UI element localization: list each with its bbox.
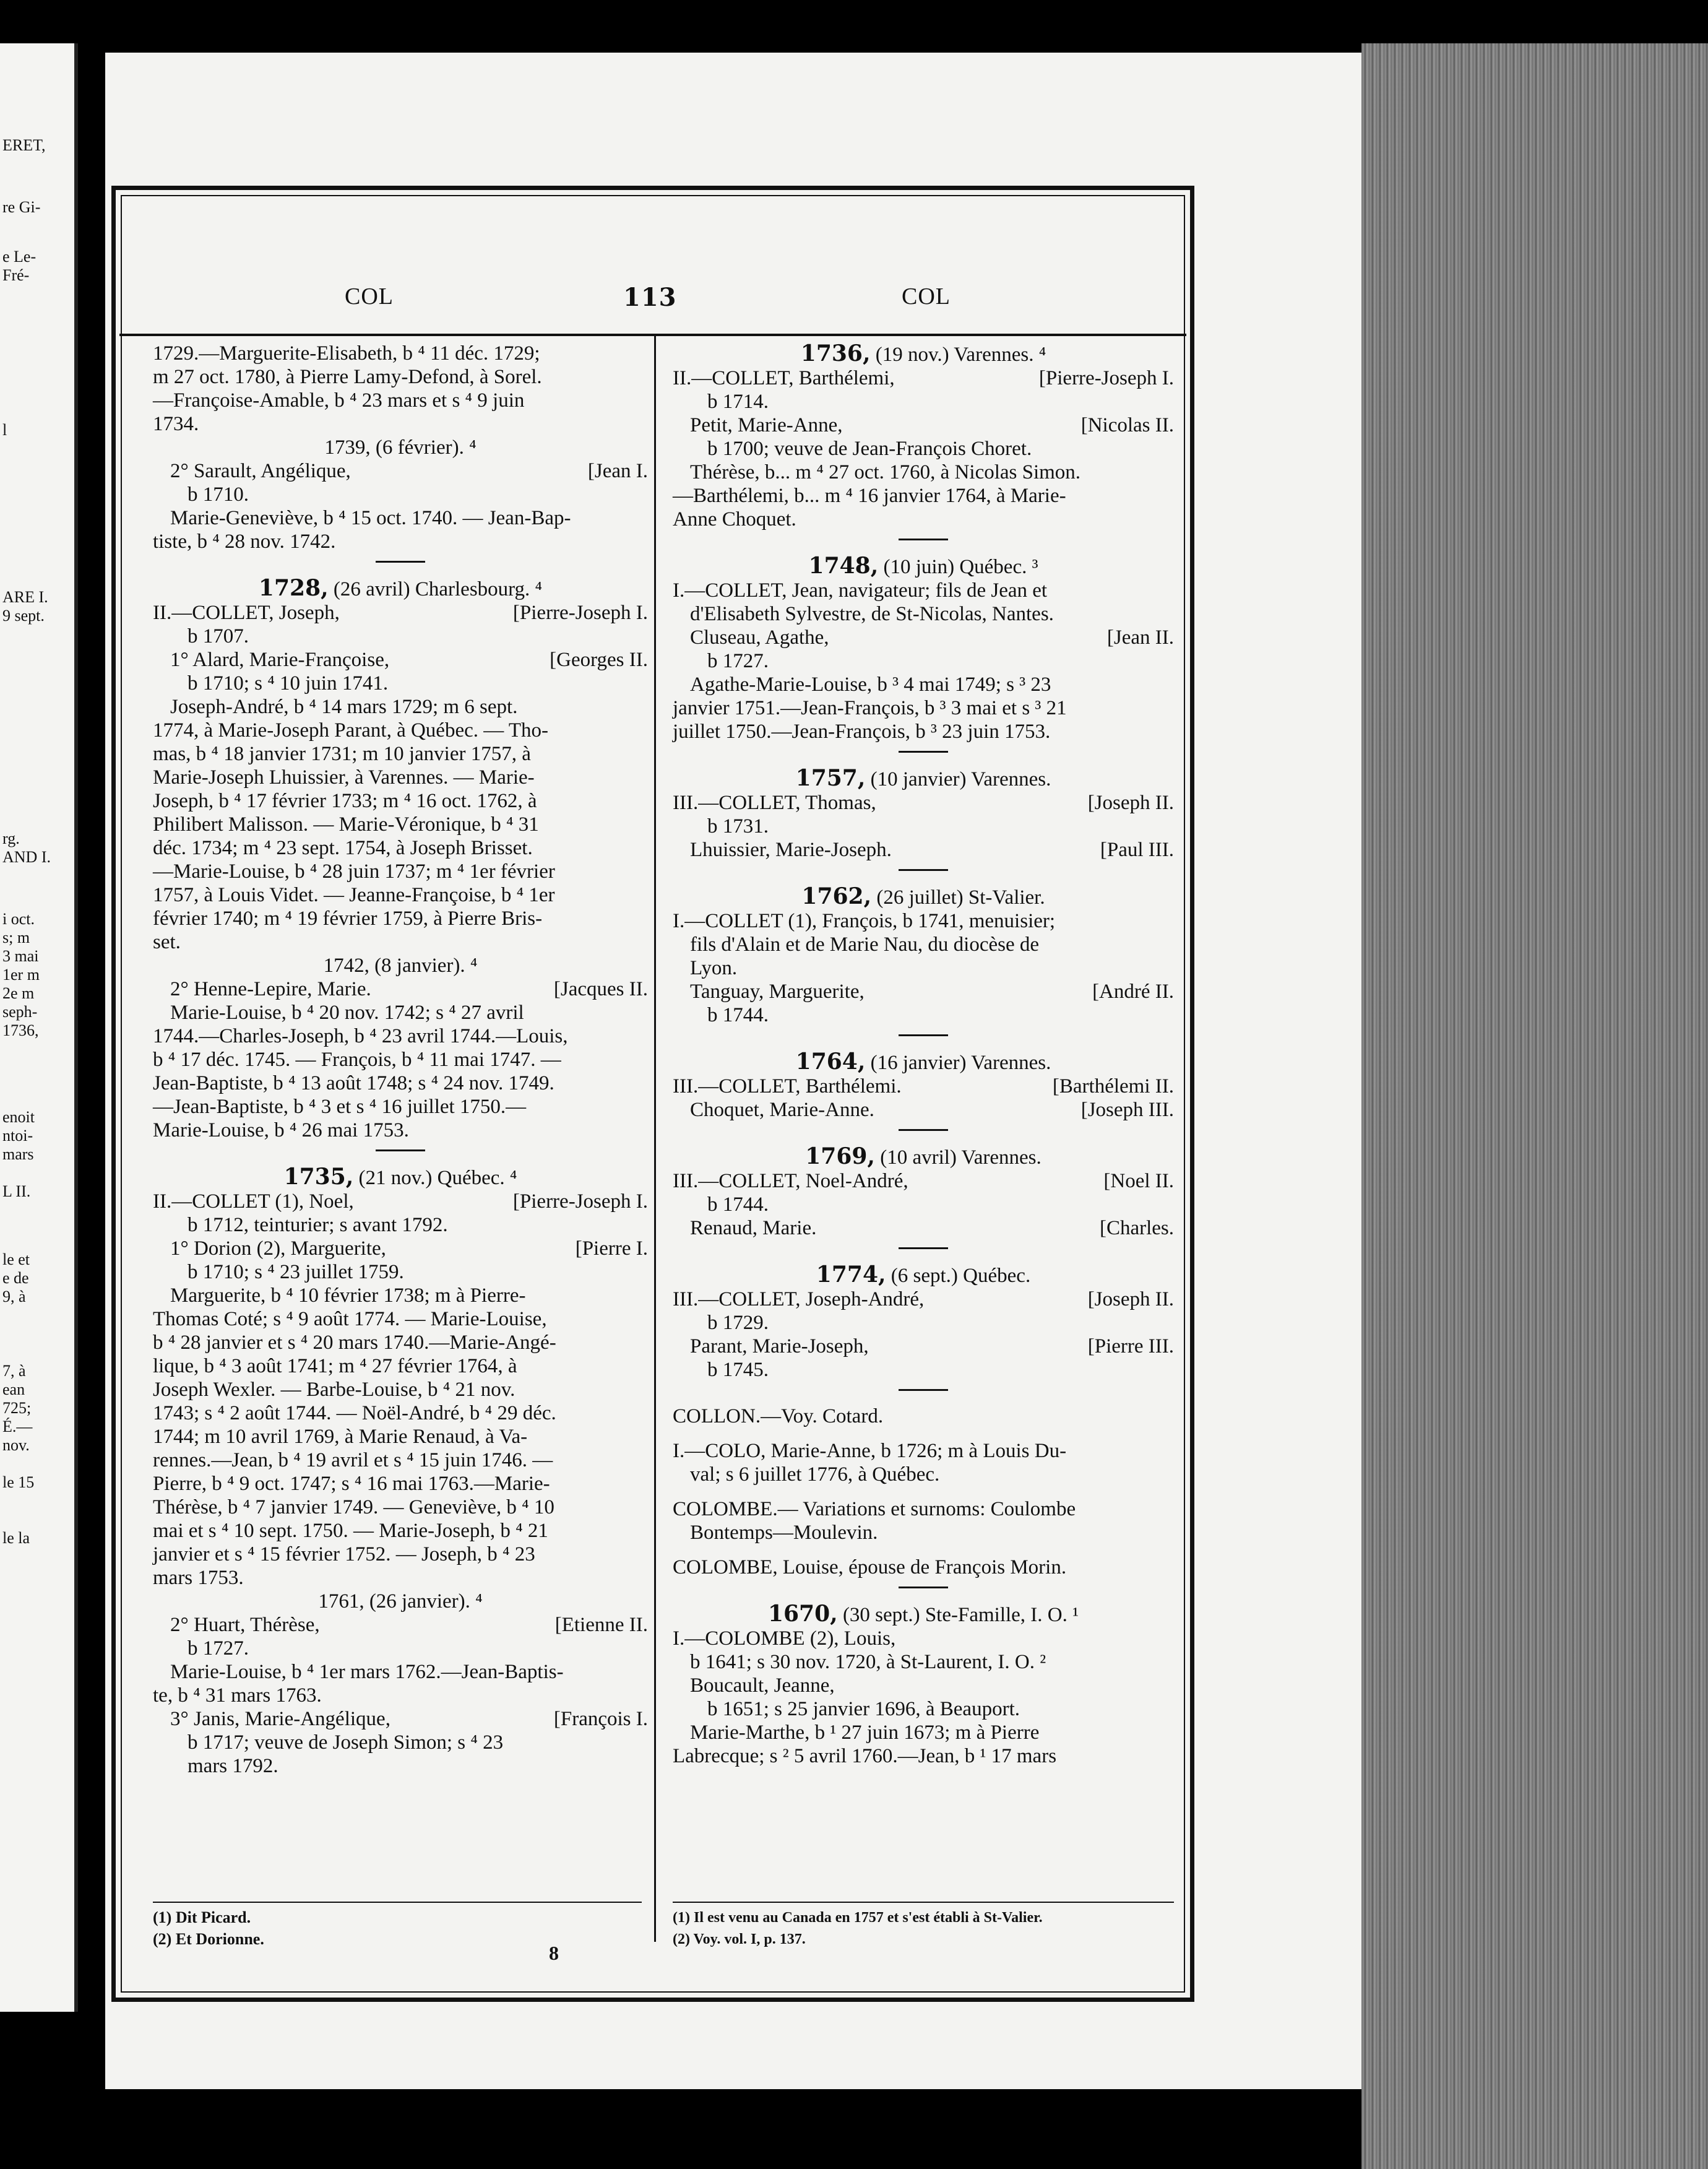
facing-text: s; m xyxy=(2,929,30,946)
facing-text: e de xyxy=(2,1269,29,1287)
entry-place: (26 avril) Charlesbourg. ⁴ xyxy=(333,578,543,600)
entry-place: (30 sept.) Ste-Famille, I. O. ¹ xyxy=(842,1604,1079,1626)
text-line: Marie-Marthe, b ¹ 27 juin 1673; m à Pierre xyxy=(690,1721,1040,1744)
footnote-left-1: (1) Dit Picard. xyxy=(153,1908,251,1926)
text-line: COLOMBE, Louise, épouse de François Morin. xyxy=(673,1556,1067,1578)
book-page xyxy=(105,53,1361,2089)
spouse-name: Renaud, Marie. xyxy=(690,1217,817,1239)
spouse-parent: [Charles. xyxy=(1099,1217,1174,1239)
text-line: fils d'Alain et de Marie Nau, du diocèse de xyxy=(690,933,1040,956)
text-line: —Jean-Baptiste, b ⁴ 3 et s ⁴ 16 juillet 1750.— xyxy=(153,1096,527,1118)
facing-text: rg. xyxy=(2,829,20,847)
spouse-parent: [Paul III. xyxy=(1100,839,1174,861)
facing-text: 2e m xyxy=(2,984,35,1002)
footnote-right-2: (2) Voy. vol. I, p. 137. xyxy=(673,1931,806,1947)
facing-text: ARE I. xyxy=(2,588,48,606)
text-line: janvier 1751.—Jean-François, b ³ 3 mai et s ³ 21 xyxy=(673,697,1067,719)
page-edges xyxy=(1361,43,1708,2169)
spouse-name: 2° Huart, Thérèse, xyxy=(170,1614,320,1636)
text-line: mars 1753. xyxy=(153,1567,244,1589)
facing-text: 3 mai xyxy=(2,947,39,965)
text-line: b 1744. xyxy=(707,1004,769,1026)
facing-text: ean xyxy=(2,1380,25,1398)
facing-text: mars xyxy=(2,1145,34,1163)
spouse-name: Parant, Marie-Joseph, xyxy=(690,1335,869,1357)
entry-heading xyxy=(673,1602,1174,1627)
text-line: Thérèse, b ⁴ 7 janvier 1749. — Geneviève, b ⁴ 10 xyxy=(153,1496,554,1518)
spouse-line xyxy=(153,1707,648,1731)
facing-text: 9 sept. xyxy=(2,607,45,625)
facing-text: le et xyxy=(2,1250,30,1268)
header-rule xyxy=(119,334,1186,336)
person-line xyxy=(673,1169,1174,1193)
facing-text: ntoi- xyxy=(2,1127,33,1145)
person-line xyxy=(153,1190,648,1213)
text-line: juillet 1750.—Jean-François, b ³ 23 juin 1753. xyxy=(673,721,1051,743)
facing-text: i oct. xyxy=(2,910,35,928)
text-line: b 1731. xyxy=(707,815,769,838)
person-line xyxy=(673,1075,1174,1098)
entry-place: (26 juillet) St-Valier. xyxy=(876,886,1045,909)
entry-separator xyxy=(899,1247,948,1249)
person-parent: [Barthélemi II. xyxy=(1052,1075,1174,1097)
entry-separator xyxy=(899,539,948,540)
text-line: b 1727. xyxy=(707,650,769,672)
entry-place: (16 janvier) Varennes. xyxy=(870,1052,1051,1074)
spouse-parent: [Jean I. xyxy=(587,460,648,482)
spouse-line xyxy=(673,838,1174,862)
person-line xyxy=(673,366,1174,390)
entry-heading xyxy=(153,576,648,601)
text-line: b 1710; s ⁴ 10 juin 1741. xyxy=(188,672,389,695)
spacer xyxy=(673,1486,1174,1497)
footnote-rule-right xyxy=(673,1902,1174,1903)
entry-heading xyxy=(673,1145,1174,1169)
person-parent: [Joseph II. xyxy=(1087,1288,1174,1310)
person-name: III.—COLLET, Thomas, xyxy=(673,792,876,814)
entry-separator xyxy=(899,1129,948,1131)
text-line: b 1700; veuve de Jean-François Choret. xyxy=(707,438,1032,460)
text-line: Marie-Geneviève, b ⁴ 15 oct. 1740. — Jean-Bap- xyxy=(170,507,571,529)
facing-text: AND I. xyxy=(2,848,51,866)
spouse-line xyxy=(673,626,1174,649)
text-line: 1774, à Marie-Joseph Parant, à Québec. — Tho- xyxy=(153,719,549,742)
entry-year: 1748, xyxy=(808,553,879,579)
text-line: Joseph Wexler. — Barbe-Louise, b ⁴ 21 nov. xyxy=(153,1379,515,1401)
entry-year: 1762, xyxy=(801,883,872,909)
facing-text: enoit xyxy=(2,1108,35,1126)
marriage-date: 1739, (6 février). ⁴ xyxy=(324,436,477,459)
person-line xyxy=(673,1288,1174,1311)
person-name: II.—COLLET (1), Noel, xyxy=(153,1190,354,1213)
signature-mark: 8 xyxy=(549,1942,559,1964)
text-line: b 1727. xyxy=(188,1637,249,1660)
text-line: val; s 6 juillet 1776, à Québec. xyxy=(690,1463,940,1486)
entry-separator xyxy=(376,561,425,563)
person-name: III.—COLLET, Joseph-André, xyxy=(673,1288,925,1310)
text-line: déc. 1734; m ⁴ 23 sept. 1754, à Joseph Brisset. xyxy=(153,837,533,859)
footnote-rule-left xyxy=(153,1902,642,1903)
spouse-name: Tanguay, Marguerite, xyxy=(690,981,865,1003)
text-line: b 1712, teinturier; s avant 1792. xyxy=(188,1214,448,1236)
entry-heading xyxy=(673,342,1174,366)
person-line xyxy=(673,791,1174,815)
entry-heading xyxy=(673,1263,1174,1288)
entry-year: 1757, xyxy=(795,765,866,791)
person-name: II.—COLLET, Joseph, xyxy=(153,602,340,624)
entry-separator xyxy=(899,1034,948,1036)
entry-year: 1735, xyxy=(283,1164,354,1190)
facing-text: Fré- xyxy=(2,266,30,284)
text-line: Thomas Coté; s ⁴ 9 août 1774. — Marie-Louise, xyxy=(153,1308,547,1330)
text-line: Marie-Louise, b ⁴ 20 nov. 1742; s ⁴ 27 avril xyxy=(170,1002,524,1024)
text-line: Marie-Joseph Lhuissier, à Varennes. — Marie- xyxy=(153,766,535,789)
spacer xyxy=(673,1428,1174,1439)
text-line: 1757, à Louis Videt. — Jeanne-Françoise, b ⁴ 1er xyxy=(153,884,555,906)
spouse-line xyxy=(673,1335,1174,1358)
text-line: mars 1792. xyxy=(188,1755,278,1777)
spouse-line xyxy=(153,1613,648,1637)
entry-heading xyxy=(673,885,1174,909)
footnote-left-2: (2) Et Dorionne. xyxy=(153,1930,264,1948)
text-line: COLOMBE.— Variations et surnoms: Coulombe xyxy=(673,1498,1076,1520)
spouse-parent: [Joseph III. xyxy=(1080,1099,1174,1121)
entry-year: 1670, xyxy=(767,1601,838,1627)
spouse-name: 3° Janis, Marie-Angélique, xyxy=(170,1708,390,1730)
spouse-line xyxy=(673,1098,1174,1122)
column-divider xyxy=(654,336,656,1942)
entry-separator xyxy=(899,1587,948,1588)
spouse-name: 1° Alard, Marie-Françoise, xyxy=(170,649,390,671)
text-line: Thérèse, b... m ⁴ 27 oct. 1760, à Nicolas Simon. xyxy=(690,461,1081,483)
text-line: te, b ⁴ 31 mars 1763. xyxy=(153,1684,322,1707)
spouse-parent: [Pierre I. xyxy=(575,1237,648,1260)
footnote-right-1: (1) Il est venu au Canada en 1757 et s'est établi à St-Valier. xyxy=(673,1910,1043,1926)
spouse-parent: [André II. xyxy=(1092,981,1174,1003)
facing-text: l xyxy=(2,421,7,439)
person-parent: [Pierre-Joseph I. xyxy=(512,602,648,624)
entry-place: (10 avril) Varennes. xyxy=(880,1146,1042,1169)
person-parent: [Noel II. xyxy=(1103,1170,1174,1192)
facing-text: seph- xyxy=(2,1003,38,1021)
text-line: Philibert Malisson. — Marie-Véronique, b ⁴ 31 xyxy=(153,813,539,836)
spacer xyxy=(673,1544,1174,1556)
spouse-line xyxy=(673,413,1174,437)
text-line: Anne Choquet. xyxy=(673,508,796,530)
text-line: b ⁴ 28 janvier et s ⁴ 20 mars 1740.—Marie-Angé- xyxy=(153,1331,556,1354)
entry-place: (10 janvier) Varennes. xyxy=(870,768,1051,790)
text-line: —Françoise-Amable, b ⁴ 23 mars et s ⁴ 9 juin xyxy=(153,389,525,412)
text-line: tiste, b ⁴ 28 nov. 1742. xyxy=(153,530,336,553)
text-line: Agathe-Marie-Louise, b ³ 4 mai 1749; s ³ 23 xyxy=(690,673,1051,696)
facing-text: 7, à xyxy=(2,1362,26,1380)
entry-year: 1736, xyxy=(800,340,871,366)
entry-separator xyxy=(899,751,948,753)
text-line: b 1744. xyxy=(707,1193,769,1216)
text-line: m 27 oct. 1780, à Pierre Lamy-Defond, à Sorel. xyxy=(153,366,542,388)
text-line: b 1710. xyxy=(188,483,249,506)
entry-year: 1764, xyxy=(795,1049,866,1075)
spouse-name: Petit, Marie-Anne, xyxy=(690,414,843,436)
spouse-line xyxy=(673,980,1174,1003)
marriage-date: 1742, (8 janvier). ⁴ xyxy=(323,955,478,977)
text-line: 1729.—Marguerite-Elisabeth, b ⁴ 11 déc. 1729; xyxy=(153,342,540,365)
text-line: b 1641; s 30 nov. 1720, à St-Laurent, I. O. ² xyxy=(690,1651,1046,1673)
text-line: 1743; s ⁴ 2 août 1744. — Noël-André, b ⁴ 29 déc. xyxy=(153,1402,556,1424)
spouse-line xyxy=(153,648,648,672)
marriage-date: 1761, (26 janvier). ⁴ xyxy=(318,1590,483,1613)
spouse-line xyxy=(153,459,648,483)
facing-text: le 15 xyxy=(2,1473,35,1491)
spouse-name: 1° Dorion (2), Marguerite, xyxy=(170,1237,386,1260)
running-head-right: COL xyxy=(902,284,951,310)
entry-separator xyxy=(899,1389,948,1391)
text-line: Bontemps—Moulevin. xyxy=(690,1522,878,1544)
facing-text: nov. xyxy=(2,1436,30,1454)
text-line: set. xyxy=(153,931,181,953)
gutter xyxy=(78,0,103,2169)
facing-text: 1736, xyxy=(2,1021,39,1039)
spouse-parent: [François I. xyxy=(553,1708,648,1730)
facing-text: É.— xyxy=(2,1418,33,1435)
text-line: I.—COLLET, Jean, navigateur; fils de Jean et xyxy=(673,579,1048,602)
text-line: I.—COLLET (1), François, b 1741, menuisier; xyxy=(673,910,1056,932)
text-line: I.—COLO, Marie-Anne, b 1726; m à Louis Du- xyxy=(673,1440,1067,1462)
entry-heading xyxy=(673,554,1174,579)
text-line: Marie-Louise, b ⁴ 1er mars 1762.—Jean-Baptis- xyxy=(170,1661,564,1683)
text-line: Labrecque; s ² 5 avril 1760.—Jean, b ¹ 17 mars xyxy=(673,1745,1057,1767)
entry-place: (19 nov.) Varennes. ⁴ xyxy=(875,344,1046,366)
cross-reference: COLLON.—Voy. Cotard. xyxy=(673,1405,884,1427)
spouse-name: Choquet, Marie-Anne. xyxy=(690,1099,874,1121)
person-line xyxy=(153,601,648,625)
text-line: b ⁴ 17 déc. 1745. — François, b ⁴ 11 mai 1747. — xyxy=(153,1049,561,1071)
text-line: rennes.—Jean, b ⁴ 19 avril et s ⁴ 15 juin 1746. — xyxy=(153,1449,553,1471)
facing-text: e Le- xyxy=(2,248,37,266)
text-line: b 1707. xyxy=(188,625,249,647)
facing-text: le la xyxy=(2,1529,30,1547)
text-line: —Marie-Louise, b ⁴ 28 juin 1737; m ⁴ 1er février xyxy=(153,860,555,883)
facing-text: ERET, xyxy=(2,136,46,154)
person-parent: [Joseph II. xyxy=(1087,792,1174,814)
facing-text: 1er m xyxy=(2,966,40,984)
person-name: II.—COLLET, Barthélemi, xyxy=(673,367,895,389)
person-line: I.—COLOMBE (2), Louis, xyxy=(673,1627,896,1650)
entry-separator xyxy=(376,1149,425,1151)
page-frame xyxy=(111,186,1194,2002)
facing-text: L II. xyxy=(2,1182,31,1200)
text-line: Marguerite, b ⁴ 10 février 1738; m à Pierre- xyxy=(170,1284,526,1307)
person-parent: [Pierre-Joseph I. xyxy=(1038,367,1174,389)
spouse-parent: [Georges II. xyxy=(550,649,648,671)
facing-page-fragment xyxy=(0,43,78,2012)
entry-year: 1769, xyxy=(805,1143,875,1169)
text-line: b 1729. xyxy=(707,1312,769,1334)
text-line: 1744; m 10 avril 1769, à Marie Renaud, à Va- xyxy=(153,1426,528,1448)
facing-text: 9, à xyxy=(2,1288,26,1305)
person-parent: [Pierre-Joseph I. xyxy=(512,1190,648,1213)
text-line: Joseph, b ⁴ 17 février 1733; m ⁴ 16 oct. 1762, à xyxy=(153,790,537,812)
text-line: b 1651; s 25 janvier 1696, à Beauport. xyxy=(707,1698,1020,1720)
spouse-line xyxy=(153,1237,648,1260)
entry-year: 1728, xyxy=(258,575,329,601)
text-line: lique, b ⁴ 3 août 1741; m ⁴ 27 février 1764, à xyxy=(153,1355,517,1377)
text-line: Jean-Baptiste, b ⁴ 13 août 1748; s ⁴ 24 nov. 1749. xyxy=(153,1072,554,1094)
spouse-parent: [Jean II. xyxy=(1106,626,1174,649)
spouse-parent: [Nicolas II. xyxy=(1080,414,1174,436)
entry-place: (21 nov.) Québec. ⁴ xyxy=(358,1167,517,1189)
text-line: février 1740; m ⁴ 19 février 1759, à Pierre Bris- xyxy=(153,907,543,930)
text-line: b 1714. xyxy=(707,391,769,413)
right-column xyxy=(673,342,1174,1768)
entry-place: (6 sept.) Québec. xyxy=(891,1265,1031,1287)
text-line: b 1745. xyxy=(707,1359,769,1381)
spouse-name: Lhuissier, Marie-Joseph. xyxy=(690,839,892,861)
running-head-left: COL xyxy=(345,284,394,310)
text-line: Marie-Louise, b ⁴ 26 mai 1753. xyxy=(153,1119,409,1141)
entry-place: (10 juin) Québec. ³ xyxy=(883,556,1038,578)
person-name: III.—COLLET, Barthélemi. xyxy=(673,1075,902,1097)
text-line: janvier et s ⁴ 15 février 1752. — Joseph, b ⁴ 23 xyxy=(153,1543,535,1565)
entry-heading xyxy=(673,766,1174,791)
text-line: Pierre, b ⁴ 9 oct. 1747; s ⁴ 16 mai 1763.—Marie- xyxy=(153,1473,550,1495)
page-number: 113 xyxy=(623,283,677,312)
text-line: 1744.—Charles-Joseph, b ⁴ 23 avril 1744.—Louis, xyxy=(153,1025,568,1047)
spouse-name: 2° Henne-Lepire, Marie. xyxy=(170,978,371,1000)
spouse-line xyxy=(153,977,648,1001)
entry-heading xyxy=(153,1165,648,1190)
facing-text: 725; xyxy=(2,1399,32,1417)
entry-year: 1774, xyxy=(816,1262,886,1288)
left-column xyxy=(153,342,648,1778)
text-line: mai et s ⁴ 10 sept. 1750. — Marie-Joseph, b ⁴ 21 xyxy=(153,1520,548,1542)
text-line: b 1717; veuve de Joseph Simon; s ⁴ 23 xyxy=(188,1731,504,1754)
text-line: d'Elisabeth Sylvestre, de St-Nicolas, Nantes. xyxy=(690,603,1054,625)
text-line: Joseph-André, b ⁴ 14 mars 1729; m 6 sept. xyxy=(170,696,518,718)
text-line: 1734. xyxy=(153,413,199,435)
text-line: mas, b ⁴ 18 janvier 1731; m 10 janvier 1757, à xyxy=(153,743,531,765)
person-name: III.—COLLET, Noel-André, xyxy=(673,1170,908,1192)
text-line: b 1710; s ⁴ 23 juillet 1759. xyxy=(188,1261,404,1283)
spouse-line xyxy=(673,1216,1174,1240)
text-line: Lyon. xyxy=(690,957,738,979)
spouse-name: 2° Sarault, Angélique, xyxy=(170,460,351,482)
spouse-parent: [Jacques II. xyxy=(553,978,648,1000)
spouse-name: Cluseau, Agathe, xyxy=(690,626,829,649)
spouse-line: Boucault, Jeanne, xyxy=(690,1674,835,1697)
facing-text: re Gi- xyxy=(2,198,41,216)
spouse-parent: [Etienne II. xyxy=(554,1614,648,1636)
entry-separator xyxy=(899,869,948,871)
text-line: —Barthélemi, b... m ⁴ 16 janvier 1764, à Marie- xyxy=(673,485,1066,507)
entry-heading xyxy=(673,1050,1174,1075)
spouse-parent: [Pierre III. xyxy=(1087,1335,1174,1357)
